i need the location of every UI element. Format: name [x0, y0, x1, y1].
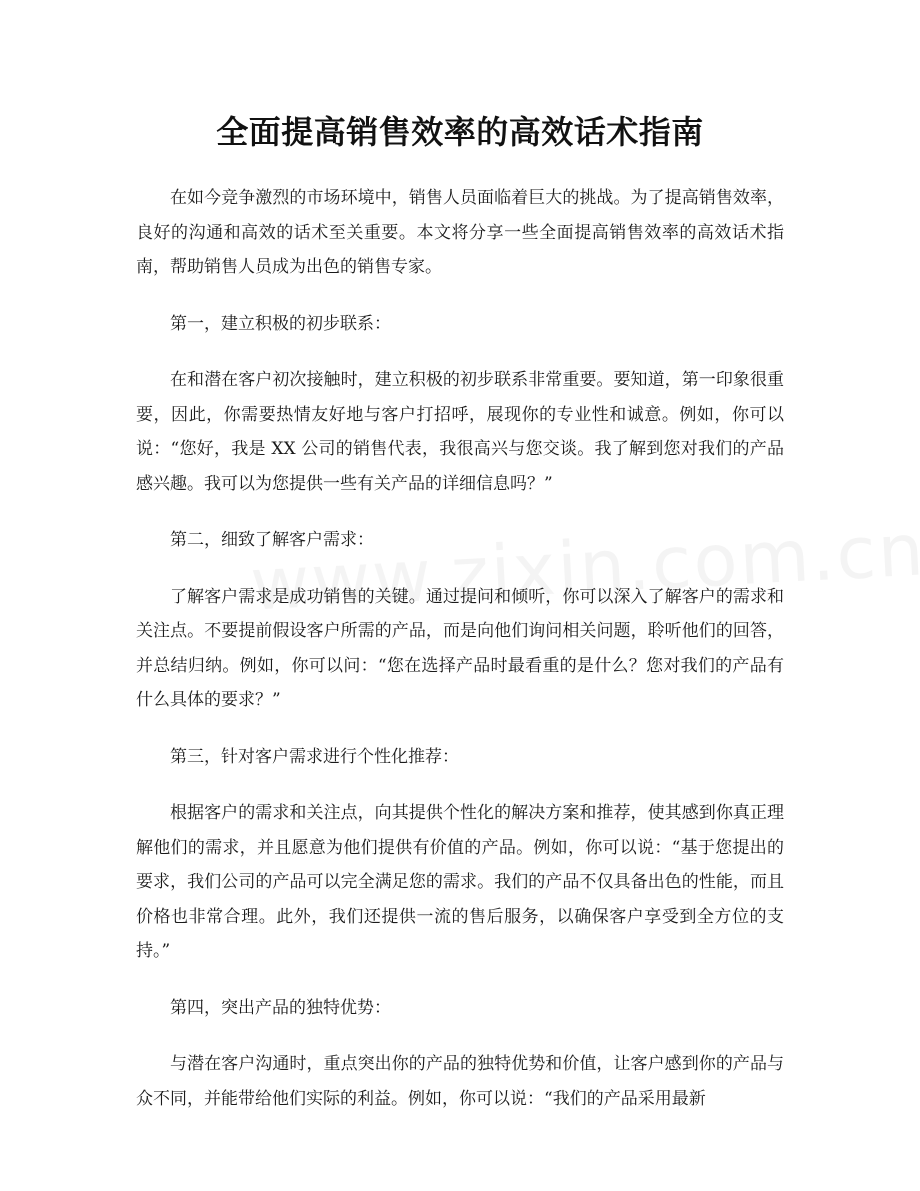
document-body — [136, 181, 784, 1138]
section-heading-1: 第一，建立积极的初步联系： — [170, 313, 391, 334]
section-paragraph-4: 与潜在客户沟通时，重点突出你的产品的独特优势和价值，让客户感到你的产品与众不同，并能带给他们实际的利益。例如，你可以说：“我们的产品采用最新 — [136, 1054, 784, 1109]
intro-paragraph: 在如今竞争激烈的市场环境中，销售人员面临着巨大的挑战。为了提高销售效率，良好的沟通和高效的话术至关重要。本文将分享一些全面提高销售效率的高效话术指南，帮助销售人员成为出色的销售专家。 — [136, 188, 784, 277]
section-paragraph-2: 了解客户需求是成功销售的关键。通过提问和倾听，你可以深入了解客户的需求和关注点。不要提前假设客户所需的产品，而是向他们询问相关问题，聆听他们的回答，并总结归纳。例如，你可以问：“您在选择产品时最看重的是什么？您对我们的产品有什么具体的要求？” — [136, 586, 784, 710]
section-heading-2: 第二，细致了解客户需求： — [170, 530, 374, 550]
page-title: 全面提高销售效率的高效话术指南 — [216, 113, 704, 151]
section-paragraph-3: 根据客户的需求和关注点，向其提供个性化的解决方案和推荐，使其感到你真正理解他们的需求，并且愿意为他们提供有价值的产品。例如，你可以说：“基于您提出的要求，我们公司的产品可以完全满足您的需求。我们的产品不仅具备出色的性能，而且价格也非常合理。此外，我们还提供一流的售后服务，以确保客户享受到全方位的支持。” — [136, 803, 784, 961]
section-heading-3: 第三，针对客户需求进行个性化推荐： — [170, 746, 459, 767]
section-paragraph-1: 在和潜在客户初次接触时，建立积极的初步联系非常重要。要知道，第一印象很重要，因此，你需要热情友好地与客户打招呼，展现你的专业性和诚意。例如，你可以说：“您好，我是 XX 公司的销售代表，我很高兴与您交谈。我了解到您对我们的产品感兴趣。我可以为您提供一些有关产品的详细信息吗？” — [136, 370, 784, 494]
section-heading-4: 第四，突出产品的独特优势： — [170, 997, 391, 1018]
